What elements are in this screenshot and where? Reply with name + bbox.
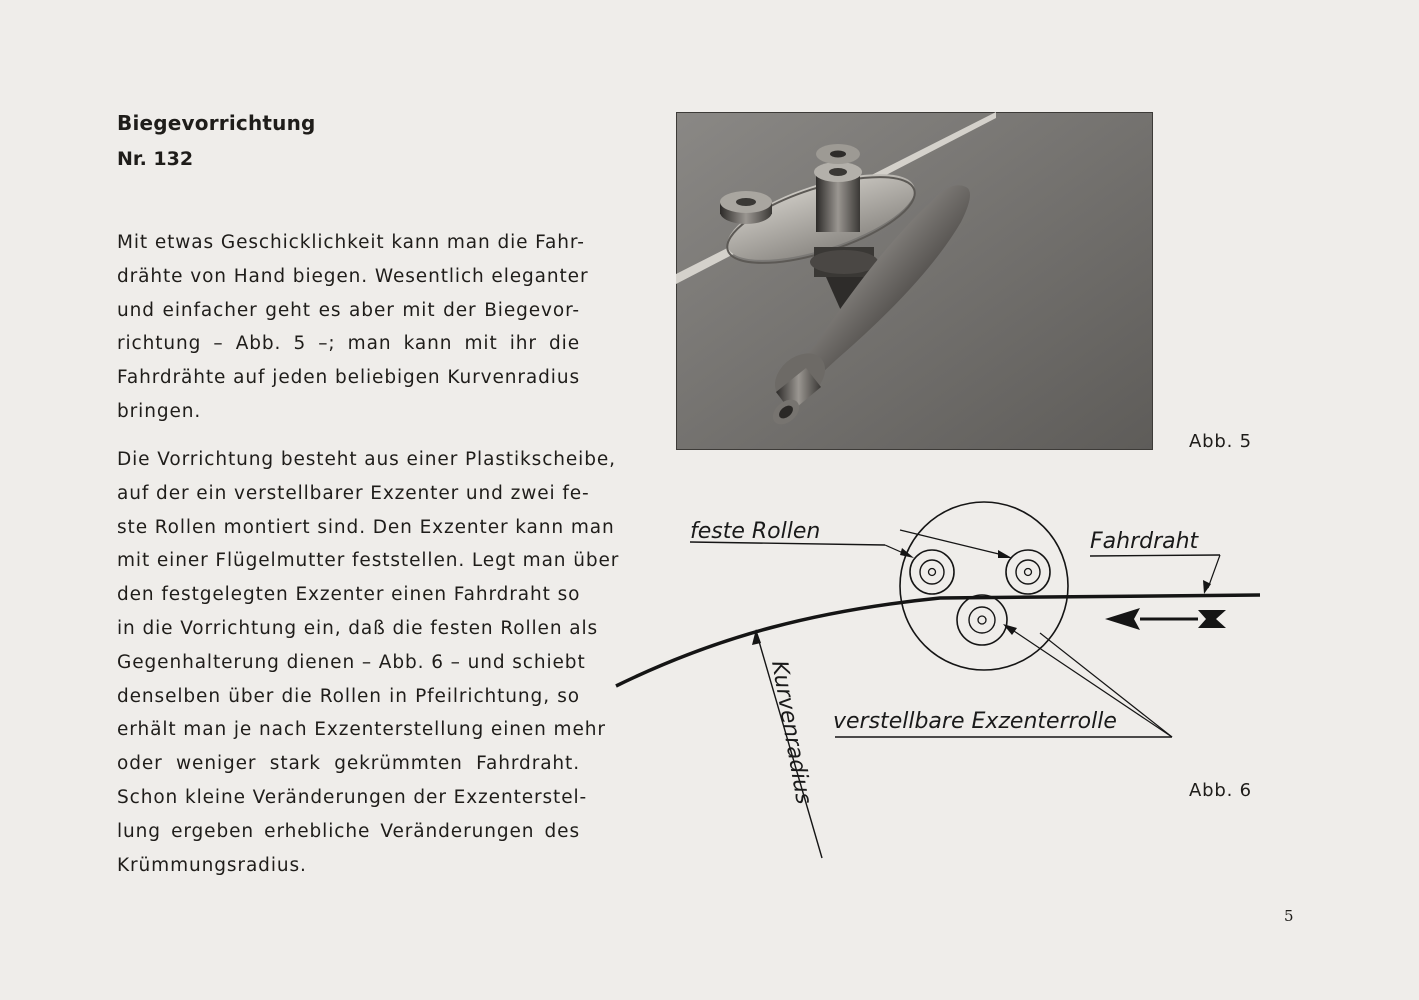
section-number: Nr. 132 bbox=[117, 148, 194, 170]
paragraph-1 bbox=[117, 226, 589, 429]
section-title: Biegevorrichtung bbox=[117, 111, 316, 135]
text-line: Mit etwas Geschicklichkeit kann man die Fahr- bbox=[117, 232, 585, 253]
text-line: oder weniger stark gekrümmten Fahrdraht. bbox=[117, 753, 580, 775]
text-line: lung ergeben erhebliche Veränderungen des bbox=[117, 820, 580, 842]
fixed-roller-left bbox=[910, 550, 954, 594]
fixed-roller-right bbox=[1006, 550, 1050, 594]
text-line: Krümmungsradius. bbox=[117, 854, 307, 876]
text-line: ste Rollen montiert sind. Den Exzenter kann man bbox=[117, 516, 615, 538]
direction-arrow-icon bbox=[1105, 608, 1226, 630]
label-wire: Fahrdraht bbox=[1090, 529, 1199, 554]
text-line: bringen. bbox=[117, 400, 202, 422]
text-line: Die Vorrichtung besteht aus einer Plastikscheibe, bbox=[117, 449, 616, 470]
figure-5-caption: Abb. 5 bbox=[1189, 431, 1252, 452]
eccentric-roller bbox=[957, 595, 1007, 645]
text-line: erhält man je nach Exzenterstellung einen mehr bbox=[117, 719, 606, 741]
text-line: mit einer Flügelmutter feststellen. Legt man über bbox=[117, 550, 620, 572]
text-line: drähte von Hand biegen. Wesentlich eleganter bbox=[117, 265, 589, 287]
label-eccentric-roller: verstellbare Exzenterrolle bbox=[833, 709, 1117, 734]
text-line: auf der ein verstellbarer Exzenter und zwei fe- bbox=[117, 482, 590, 504]
text-line: Gegenhalterung dienen – Abb. 6 – und schiebt bbox=[117, 651, 586, 673]
bending-tool-photo bbox=[676, 112, 1153, 450]
text-line: denselben über die Rollen in Pfeilrichtung, so bbox=[117, 685, 580, 707]
text-line: Schon kleine Veränderungen der Exzenterstel- bbox=[117, 786, 588, 808]
page-number: 5 bbox=[1284, 907, 1294, 925]
paragraph-2 bbox=[117, 443, 620, 882]
text-line: Fahrdrähte auf jeden beliebigen Kurvenradius bbox=[117, 367, 580, 389]
text-line: den festgelegten Exzenter einen Fahrdraht so bbox=[117, 584, 581, 606]
label-fixed-rollers: feste Rollen bbox=[690, 519, 821, 544]
text-line: in die Vorrichtung ein, daß die festen Rollen als bbox=[117, 617, 599, 639]
text-line: richtung – Abb. 5 –; man kann mit ihr die bbox=[117, 333, 580, 355]
figure-6-caption: Abb. 6 bbox=[1189, 780, 1252, 801]
label-curve-radius: Kurvenradius bbox=[766, 658, 816, 807]
text-line: und einfacher geht es aber mit der Biegevor- bbox=[117, 299, 580, 321]
wire-curve bbox=[616, 595, 1260, 686]
bending-diagram bbox=[600, 500, 1280, 880]
